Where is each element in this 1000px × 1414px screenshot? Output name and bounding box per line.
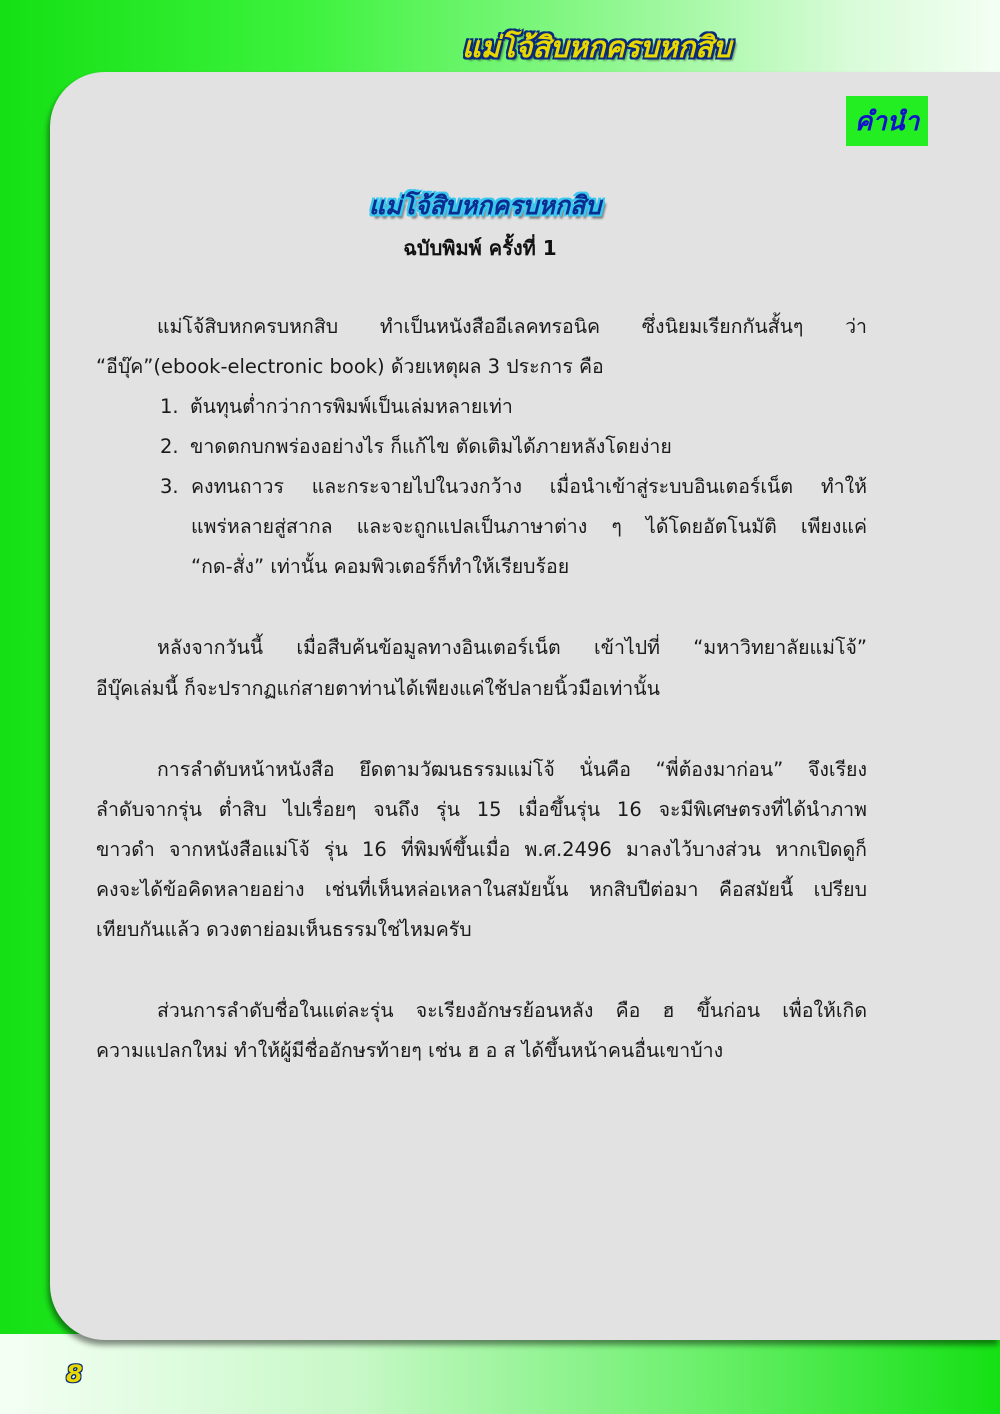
paragraph-4-line-1: ส่วนการลำดับชื่อในแต่ละรุ่น จะเรียงอักษรย้อนหลัง คือ ฮ ขึ้นก่อน เพื่อให้เกิด bbox=[157, 999, 867, 1022]
list-item-2-text: ขาดตกบกพร่องอย่างไร ก็แก้ไข ตัดเติมได้ภายหลังโดยง่าย bbox=[190, 435, 672, 458]
paragraph-3-line-2: ลำดับจากรุ่น ต่ำสิบ ไปเรื่อยๆ จนถึง รุ่น 15 เมื่อขึ้นรุ่น 16 จะมีพิเศษตรงที่ได้นำภาพ bbox=[96, 798, 867, 821]
background-bottom-band bbox=[0, 1334, 1000, 1414]
section-tag: คำนำ bbox=[846, 96, 928, 146]
list-item-3-line-2: แพร่หลายสู่สากล และจะถูกแปลเป็นภาษาต่าง ๆ ได้โดยอัตโนมัติ เพียงแค่ bbox=[191, 515, 867, 538]
paragraph-2-line-1: หลังจากวันนี้ เมื่อสืบค้นข้อมูลทางอินเตอร์เน็ต เข้าไปที่ “มหาวิทยาลัยแม่โจ้” bbox=[157, 636, 867, 659]
list-item-3-line-1: คงทนถาวร และกระจายไปในวงกว้าง เมื่อนำเข้าสู่ระบบอินเตอร์เน็ต ทำให้ bbox=[191, 475, 867, 498]
document-subtitle: ฉบับพิมพ์ ครั้งที่ 1 bbox=[403, 236, 557, 260]
list-item-1-text: ต้นทุนต่ำกว่าการพิมพ์เป็นเล่มหลายเท่า bbox=[190, 395, 513, 418]
paragraph-2-line-2: อีบุ๊คเล่มนี้ ก็จะปรากฏแก่สายตาท่านได้เพียงแค่ใช้ปลายนิ้วมือเท่านั้น bbox=[96, 677, 660, 700]
paragraph-3-line-4: คงจะได้ข้อคิดหลายอย่าง เช่นที่เห็นหล่อเหลาในสมัยนั้น หกสิบปีต่อมา คือสมัยนี้ เปรียบ bbox=[96, 878, 867, 901]
paragraph-1-line-2: “อีบุ๊ค”(ebook-electronic book) ด้วยเหตุผล 3 ประการ คือ bbox=[96, 355, 604, 378]
page-number: 8 bbox=[66, 1360, 83, 1388]
paragraph-3-line-3: ขาวดำ จากหนังสือแม่โจ้ รุ่น 16 ที่พิมพ์ขึ้นเมื่อ พ.ศ.2496 มาลงไว้บางส่วน หากเปิดดูก็ bbox=[96, 838, 867, 861]
list-item-1-number: 1. bbox=[160, 395, 179, 418]
paragraph-3-line-1: การลำดับหน้าหนังสือ ยึดตามวัฒนธรรมแม่โจ้ นั่นคือ “พี่ต้องมาก่อน” จึงเรียง bbox=[157, 758, 867, 781]
list-item-2-number: 2. bbox=[160, 435, 179, 458]
header-title: แม่โจ้สิบหกครบหกสิบ bbox=[462, 30, 732, 64]
paragraph-4-line-2: ความแปลกใหม่ ทำให้ผู้มีชื่ออักษรท้ายๆ เช่น ฮ อ ส ได้ขึ้นหน้าคนอื่นเขาบ้าง bbox=[96, 1039, 724, 1062]
paragraph-1-line-1: แม่โจ้สิบหกครบหกสิบ ทำเป็นหนังสืออีเลคทรอนิค ซึ่งนิยมเรียกกันสั้นๆ ว่า bbox=[157, 315, 867, 338]
list-item-3-line-3: “กด-สั่ง” เท่านั้น คอมพิวเตอร์ก็ทำให้เรียบร้อย bbox=[191, 555, 570, 578]
paragraph-3-line-5: เทียบกันแล้ว ดวงตาย่อมเห็นธรรมใช่ไหมครับ bbox=[96, 918, 472, 941]
list-item-3-number: 3. bbox=[160, 475, 179, 498]
document-title: แม่โจ้สิบหกครบหกสิบ bbox=[368, 191, 602, 220]
